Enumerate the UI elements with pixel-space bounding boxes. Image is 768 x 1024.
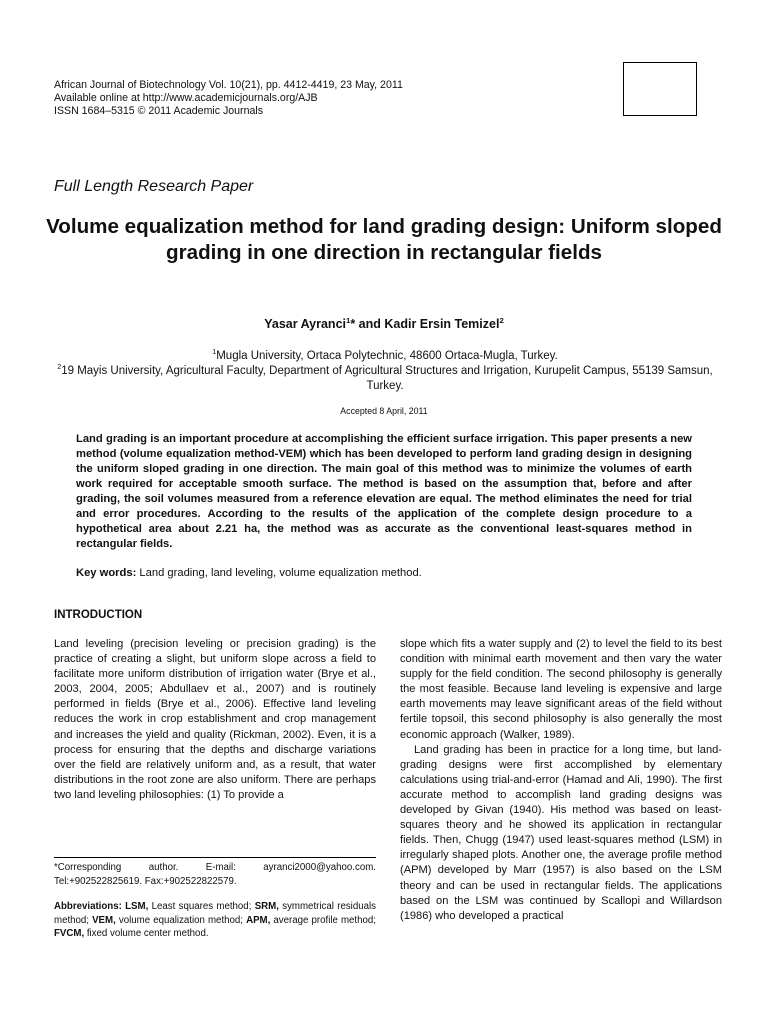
abbr-apm: APM, [246, 914, 271, 926]
author-1-affiliation-mark: 1 [346, 315, 351, 325]
affiliations [50, 349, 720, 394]
author-2: Kadir Ersin Temizel [384, 317, 500, 331]
affiliation-2-mark: 2 [57, 363, 62, 372]
affiliation-2 [50, 364, 720, 394]
keywords [76, 567, 692, 579]
abbr-fvcm-definition: fixed volume center method. [84, 928, 209, 940]
corresponding-author-footnote: *Corresponding author. E-mail: ayranci2000@yahoo.com. Tel:+902522825619. Fax:+902522822579. [54, 862, 376, 887]
keywords-label: Key words: [76, 567, 137, 579]
abbr-fvcm: FVCM, [54, 928, 85, 940]
author-1: Yasar Ayranci [264, 317, 346, 331]
intro-paragraph-1: Land leveling (precision leveling or precision grading) is the practice of creating a slight, but uniform slope across a field to facilitate more uniform distribution of irrigation water (Brye et al., 2003, 2004, 2005; Abdullaev et al., 2007) and is routinely performed in fields (Brye et al., 2006). Effective land leveling reduces the work in crop establishment and crop management and increases the yield and quality (Rickman, 2002). Even, it is a process for ensuring that the depths and discharge variations over the field are relatively uniform and, as a result, that water distributions in the root zone are also uniform. There are perhaps two land leveling philosophies: (1) To provide a [54, 638, 376, 801]
abbreviations-footnote [54, 900, 376, 941]
abbr-lsm: LSM, [125, 901, 149, 912]
accepted-date: Accepted 8 April, 2011 [340, 406, 428, 416]
paper-type: Full Length Research Paper [54, 178, 254, 195]
abbr-vem: VEM, [92, 914, 116, 926]
abbr-vem-definition: volume equalization method; [115, 914, 247, 926]
abbr-apm-definition: average profile method; [270, 914, 376, 926]
intro-paragraph-2: Land grading has been in practice for a long time, but land-grading designs were first accomplished by elementary calculations using trial-and-error (Hamad and Ali, 1990). The first accurate method to accomplish land grading designs was developed by Givan (1940). His method was based on least-squares theory and he showed its application in rectangular fields. Then, Chugg (1947) used least-squares method (LSM) in irregularly shaped plots. Another one, the average profile method (APM) developed by Marr (1957) is also based on the LSM theory and can be used in rectangular fields. The applications based on the LSM was continued by Scallopi and Willardson (1986) who developed a practical [400, 743, 722, 922]
section-heading-introduction: INTRODUCTION [54, 609, 143, 621]
keywords-text: Land grading, land leveling, volume equalization method. [136, 567, 422, 579]
journal-line-volume: African Journal of Biotechnology Vol. 10(21), pp. 4412-4419, 23 May, 2011 [54, 79, 403, 91]
journal-line-issn: ISSN 1684–5315 © 2011 Academic Journals [54, 105, 264, 117]
intro-paragraph-1-continued: slope which fits a water supply and (2) to level the field to its best condition with minimal earth movement and then vary the water supply for the field condition. The second philosophy is generally the most feasible. Because land leveling is expensive and large earth movements may leave significant areas of the field without fertile topsoil, this second philosophy is also generally the most economic approach (Walker, 1989). [400, 638, 722, 741]
paper-title: Volume equalization method for land grading design: Uniform sloped grading in one direction in rectangular fields [46, 215, 722, 264]
body-column-right [400, 637, 722, 924]
abbr-srm: SRM, [254, 901, 279, 912]
author-line [0, 317, 768, 331]
affiliation-1-mark: 1 [212, 348, 217, 357]
abbr-lsm-definition: Least squares method; [148, 901, 255, 912]
author-conjunction: and [355, 317, 385, 331]
abstract: Land grading is an important procedure at accomplishing the efficient surface irrigation. This paper presents a new method (volume equalization method-VEM) which has been developed to perform land grading design in designing the uniform sloped grading in one direction. The main goal of this method was to minimize the volumes of earth work required for acceptable smooth surface. The method is based on the assumption that, before and after grading, the soil volumes measured from a reference elevation are equal. The method eliminates the need for trial and error procedures. According to the results of the application of the complete design procedure to a hypothetical area about 2.21 ha, the method was as accurate as the conventional least-squares method in rectangular fields. [76, 433, 692, 550]
abbr-srm-definition: symmetrical residuals method; [54, 901, 376, 926]
abbreviations-label: Abbreviations: [54, 901, 122, 912]
journal-line-url: Available online at http://www.academicjournals.org/AJB [54, 92, 318, 104]
affiliation-1-text: Mugla University, Ortaca Polytechnic, 48600 Ortaca-Mugla, Turkey. [216, 350, 558, 362]
affiliation-1 [50, 349, 720, 364]
journal-citation [54, 79, 403, 118]
author-2-affiliation-mark: 2 [499, 315, 504, 325]
affiliation-2-text: 19 Mayis University, Agricultural Faculty, Department of Agricultural Structures and Irrigation, Kurupelit Campus, 55139 Samsun, Turkey. [61, 365, 713, 392]
journal-logo-box [623, 62, 697, 116]
footnote-divider [54, 857, 376, 858]
body-column-left [54, 637, 376, 803]
corresponding-mark: * [350, 317, 356, 331]
